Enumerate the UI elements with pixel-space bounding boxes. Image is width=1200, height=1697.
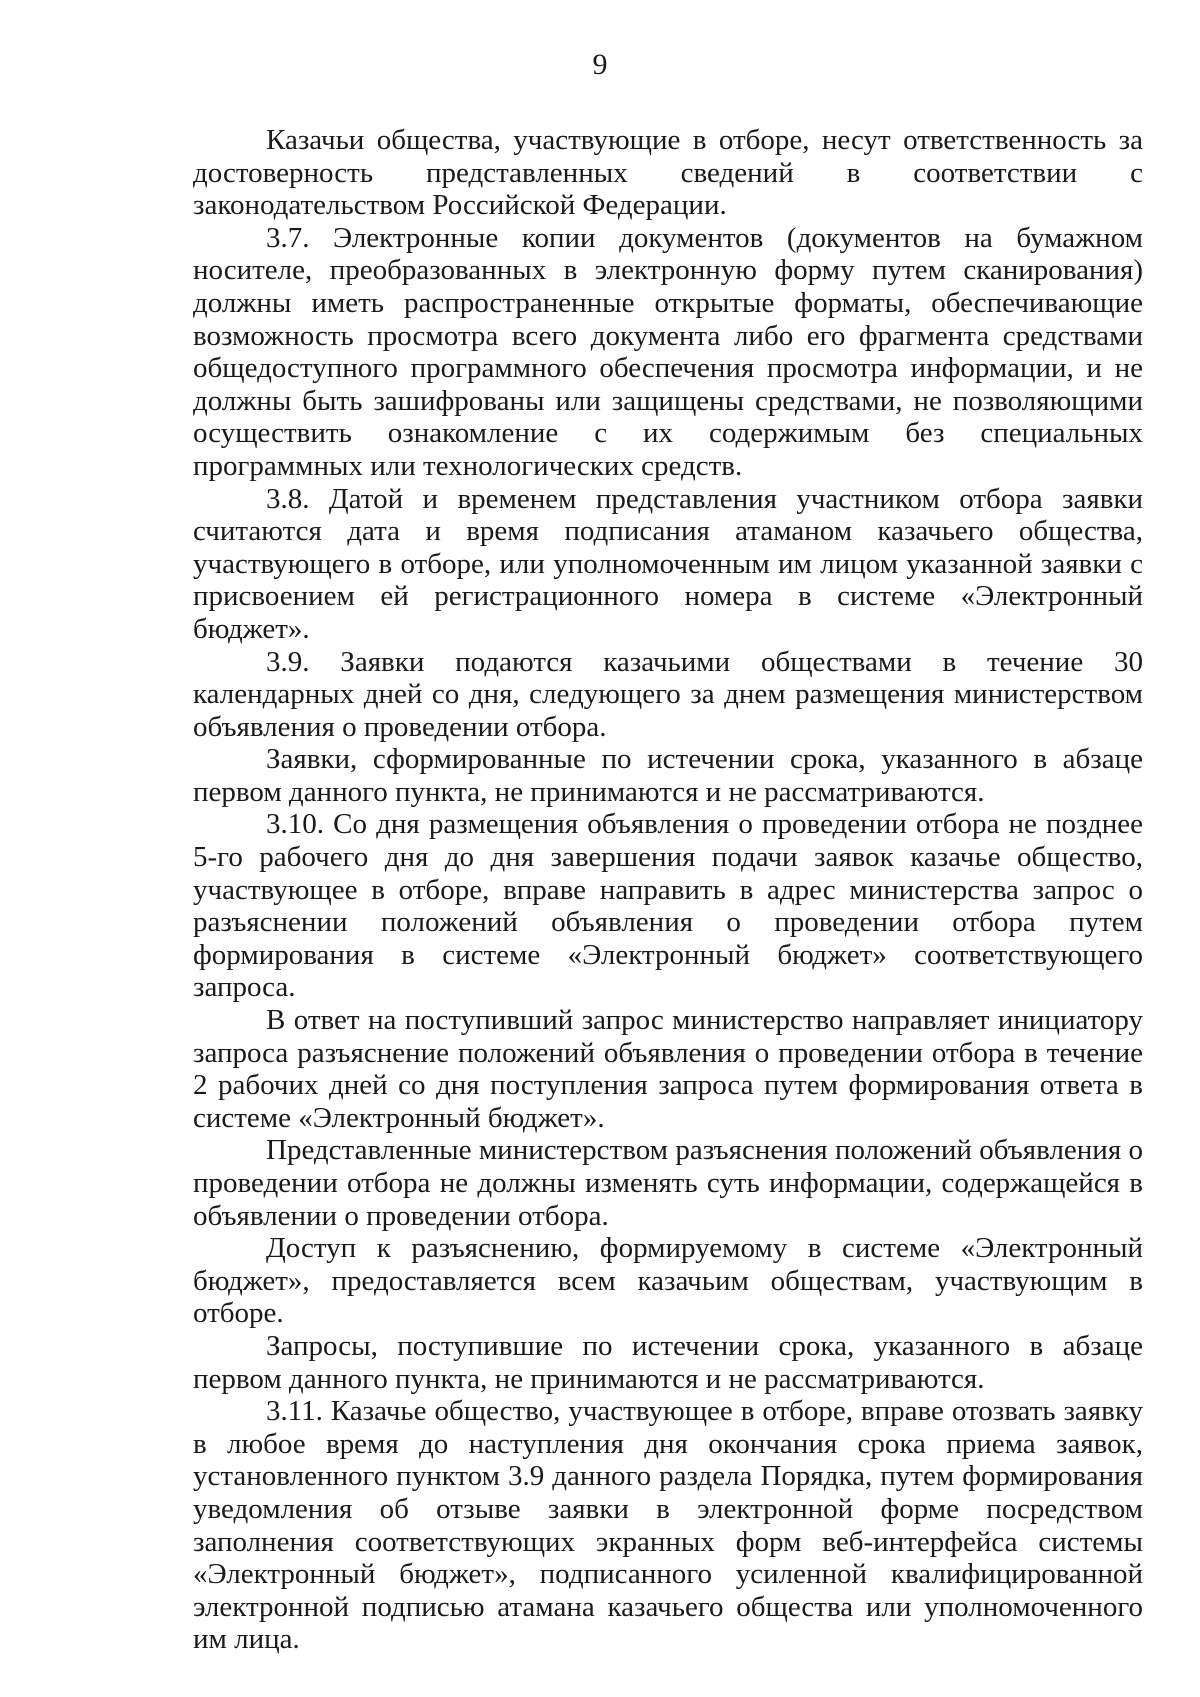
paragraph-3-7: 3.7. Электронные копии документов (документов на бумажном носителе, преобразованных в электронную форму путем сканирования) должны иметь распространенные открытые форматы, обеспечивающие возможность просмотра всего документа либо его фрагмента средствами общедоступного программного обеспечения просмотра информации, и не должны быть зашифрованы или защищены средствами, не позволяющими осуществить ознакомление с их содержимым без специальных программных или технологических средств. bbox=[193, 221, 1143, 482]
paragraph-3-10: 3.10. Со дня размещения объявления о проведении отбора не позднее 5-го рабочего дня до дня завершения подачи заявок казачье общество, участвующее в отборе, вправе направить в адрес министерства запрос о разъяснении положений объявления о проведении отбора путем формирования в системе «Электронный бюджет» соответствующего запроса. bbox=[193, 808, 1143, 1004]
paragraph-3-8: 3.8. Датой и временем представления участником отбора заявки считаются дата и время подписания атаманом казачьего общества, участвующего в отборе, или уполномоченным им лицом указанной заявки с присвоением ей регистрационного номера в системе «Электронный бюджет». bbox=[193, 482, 1143, 645]
document-body bbox=[193, 124, 1143, 1656]
paragraph-3-10-late-requests: Запросы, поступившие по истечении срока, указанного в абзаце первом данного пункта, не принимаются и не рассматриваются. bbox=[193, 1329, 1143, 1395]
paragraph-3-11: 3.11. Казачье общество, участвующее в отборе, вправе отозвать заявку в любое время до наступления дня окончания срока приема заявок, установленного пунктом 3.9 данного раздела Порядка, путем формирования уведомления об отзыве заявки в электронной форме посредством заполнения соответствующих экранных форм веб-интерфейса системы «Электронный бюджет», подписанного усиленной квалифицированной электронной подписью атамана казачьего общества или уполномоченного им лица. bbox=[193, 1395, 1143, 1656]
paragraph-3-10-response: В ответ на поступивший запрос министерство направляет инициатору запроса разъяснение положений объявления о проведении отбора в течение 2 рабочих дней со дня поступления запроса путем формирования ответа в системе «Электронный бюджет». bbox=[193, 1004, 1143, 1134]
paragraph-liability: Казачьи общества, участвующие в отборе, несут ответственность за достоверность представленных сведений в соответствии с законодательством Российской Федерации. bbox=[193, 124, 1143, 222]
paragraph-3-10-clarifications: Представленные министерством разъяснения положений объявления о проведении отбора не должны изменять суть информации, содержащейся в объявлении о проведении отбора. bbox=[193, 1134, 1143, 1232]
paragraph-3-9-late-applications: Заявки, сформированные по истечении срока, указанного в абзаце первом данного пункта, не принимаются и не рассматриваются. bbox=[193, 743, 1143, 808]
page-number: 9 bbox=[592, 48, 608, 81]
paragraph-3-9: 3.9. Заявки подаются казачьими обществами в течение 30 календарных дней со дня, следующего за днем размещения министерством объявления о проведении отбора. bbox=[193, 645, 1143, 743]
paragraph-3-10-access: Доступ к разъяснению, формируемому в системе «Электронный бюджет», предоставляется всем казачьим обществам, участвующим в отборе. bbox=[193, 1232, 1143, 1330]
